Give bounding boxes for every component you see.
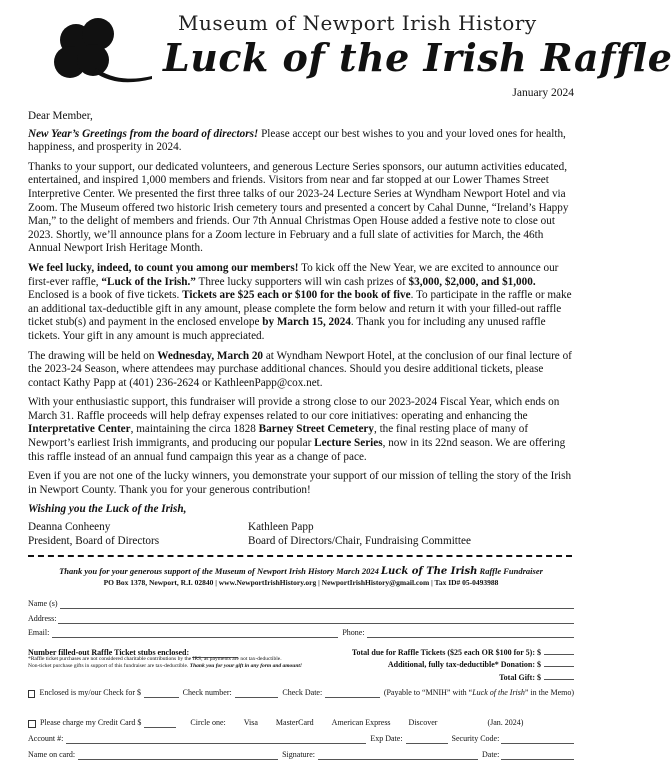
signatures: [28, 521, 574, 548]
closing: Wishing you the Luck of the Irish,: [28, 503, 187, 516]
letter-date: January 2024: [512, 87, 574, 99]
account-row: Account #: Exp Date: Security Code:: [28, 734, 574, 744]
check-enclosed-checkbox[interactable]: [28, 690, 35, 698]
paragraph-drawing: The drawing will be held on Wednesday, March 20 at Wyndham Newport Hotel, at the conclusion of our final lecture of the 2023-24 Season, where attendees may purchase additional chances. Should you desire additional tickets, please contact Kathy Papp at (401) 236-2624 or KathleenPapp@cox.net.: [28, 349, 572, 389]
contact-address: PO Box 1378, Newport, R.I. 02840 | www.NewportIrishHistory.org | NewportIrishHistory@gmail.com | Tax ID# 05-0493988: [103, 578, 499, 587]
check-row: Enclosed is my/our Check for $ Check number: Check Date: (Payable to “MNIH” with “Luck of the Irish” in the Memo): [28, 688, 574, 698]
check-number-field[interactable]: [235, 689, 279, 698]
check-date-field[interactable]: [325, 689, 380, 698]
security-code-field[interactable]: [501, 735, 574, 744]
name-row: Name (s): [28, 599, 574, 609]
card-option-amex[interactable]: American Express: [331, 718, 391, 727]
paragraph-thanks: Thanks to your support, our dedicated volunteers, and generous Lecture Series sponsors, our autumn activities educated, entertained, and inspired 1,000 members and friends. Visitors from near and far stopped at our Lower Thames Street Interpretive Center. We presented the first three talks of our 2023-24 Lecture Series at Wyndham Newport Hotel and via Zoom. The Museum offered two historic Irish cemetery tours and presented a concert by Cahal Dunne, “Ireland’s Happy Man,” to the delight of members and friends. Our 7th Annual Christmas Open House added a festive note to close out 2023. Shortly, we’ll announce plans for a Zoom lecture in February and a full slate of activities for March, the 46th Annual Newport Irish Heritage Month.: [28, 160, 569, 255]
name-field[interactable]: [60, 600, 574, 609]
card-option-discover[interactable]: Discover: [408, 718, 438, 727]
total-gift-field[interactable]: [544, 671, 574, 680]
form-date-code: (Jan. 2024): [487, 718, 524, 727]
salutation: Dear Member,: [28, 110, 93, 122]
signature-field[interactable]: [318, 751, 478, 760]
credit-card-checkbox[interactable]: [28, 720, 36, 728]
paragraph-support: With your enthusiastic support, this fundraiser will provide a strong close to our 2023-2024 Fiscal Year, which ends on March 31. Raffle proceeds will help defray expenses related to our core initiatives: operating and enhancing the Interpretative Center, maintaining the circa 1828 Barney Street Cemetery, the final resting place of many of Newport’s earliest Irish immigrants, and producing our popular Lecture Series, now in its 22nd season. We are offering this raffle instead of an annual fund campaign this year as a change of pace.: [28, 396, 566, 463]
account-number-field[interactable]: [66, 735, 366, 744]
name-on-card-field[interactable]: [78, 751, 278, 760]
total-gift-row: Total Gift: $: [28, 671, 574, 683]
paragraph-greetings: New Year’s Greetings from the board of directors! Please accept our best wishes to you and your loved ones for health, happiness, and prosperity in 2024.: [28, 127, 566, 154]
fineprint-donation-row: *Raffle ticket purchases are not considered charitable contributions by the IRS, as payments are not tax-deductible. Non-ticket purchase gifts in support of this fundraiser are tax-deductible. Thank you for your gift in any form and amount! Additional, fully tax-deductible* Donation: $: [28, 656, 574, 670]
donation-field[interactable]: [544, 658, 574, 667]
tax-fineprint: *Raffle ticket purchases are not considered charitable contributions by the IRS, as payments are not tax-deductible. Non-ticket purchase gifts in support of this fundraiser are tax-deductible. Thank you for your gift in any form and amount!: [28, 656, 303, 669]
stubs-total-row: Number filled-out Raffle Ticket stubs enclosed: Total due for Raffle Tickets ($25 each OR $100 for 5): $: [28, 646, 574, 658]
card-option-mastercard[interactable]: MasterCard: [275, 718, 314, 727]
phone-field[interactable]: [367, 629, 574, 638]
org-name: Museum of Newport Irish History: [178, 11, 537, 35]
raffle-response-form: [28, 566, 575, 759]
letterhead: [28, 0, 672, 86]
cut-line-divider: [28, 555, 572, 557]
card-amount-field[interactable]: [144, 719, 176, 728]
raffle-title: Luck of the Irish Raffle: [163, 35, 672, 80]
paragraph-raffle: We feel lucky, indeed, to count you among our members! To kick off the New Year, we are excited to announce our first-ever raffle, “Luck of the Irish.” Three lucky supporters will win cash prizes of $3,000, $2,000, and $1,000. Enclosed is a book of five tickets. Tickets are $25 each or $100 for the book of five. To participate in the raffle or make an additional tax-deductible gift in any amount, please complete the form below and return it with your filled-out raffle ticket stub(s) and payment in the enclosed envelope by March 15, 2024. Thank you for including any unused raffle tickets. Your gift in any amount is much appreciated.: [28, 261, 572, 342]
card-signature-row: Name on card: Signature: Date:: [28, 750, 574, 760]
total-due-field[interactable]: [544, 646, 574, 655]
signer-chair: Kathleen Papp Board of Directors/Chair, Fundraising Committee: [248, 521, 471, 547]
credit-card-row: Please charge my Credit Card $ Circle one: Visa MasterCard American Express Discover (Jan. 2024): [28, 718, 574, 728]
check-amount-field[interactable]: [144, 689, 179, 698]
address-field[interactable]: [58, 615, 574, 624]
letter-body: [28, 110, 574, 548]
email-field[interactable]: [52, 629, 338, 638]
address-row: Address:: [28, 614, 574, 624]
paragraph-mission: Even if you are not one of the lucky winners, you demonstrate your support of our mission of telling the story of the Irish in Newport County. Thank you for your generous contribution!: [28, 470, 572, 496]
form-thanks-heading: Thank you for your generous support of the Museum of Newport Irish History March 2024 Luck of The Irish Raffle Fundraiser: [59, 566, 543, 577]
raffle-logo-text: Luck of The Irish: [380, 566, 478, 577]
card-option-visa[interactable]: Visa: [243, 718, 258, 727]
email-phone-row: Email: Phone:: [28, 628, 574, 638]
signer-president: Deanna Conheeny President, Board of Directors: [28, 521, 160, 547]
signature-date-field[interactable]: [501, 751, 574, 760]
exp-date-field[interactable]: [406, 735, 448, 744]
shamrock-icon: [48, 18, 158, 98]
